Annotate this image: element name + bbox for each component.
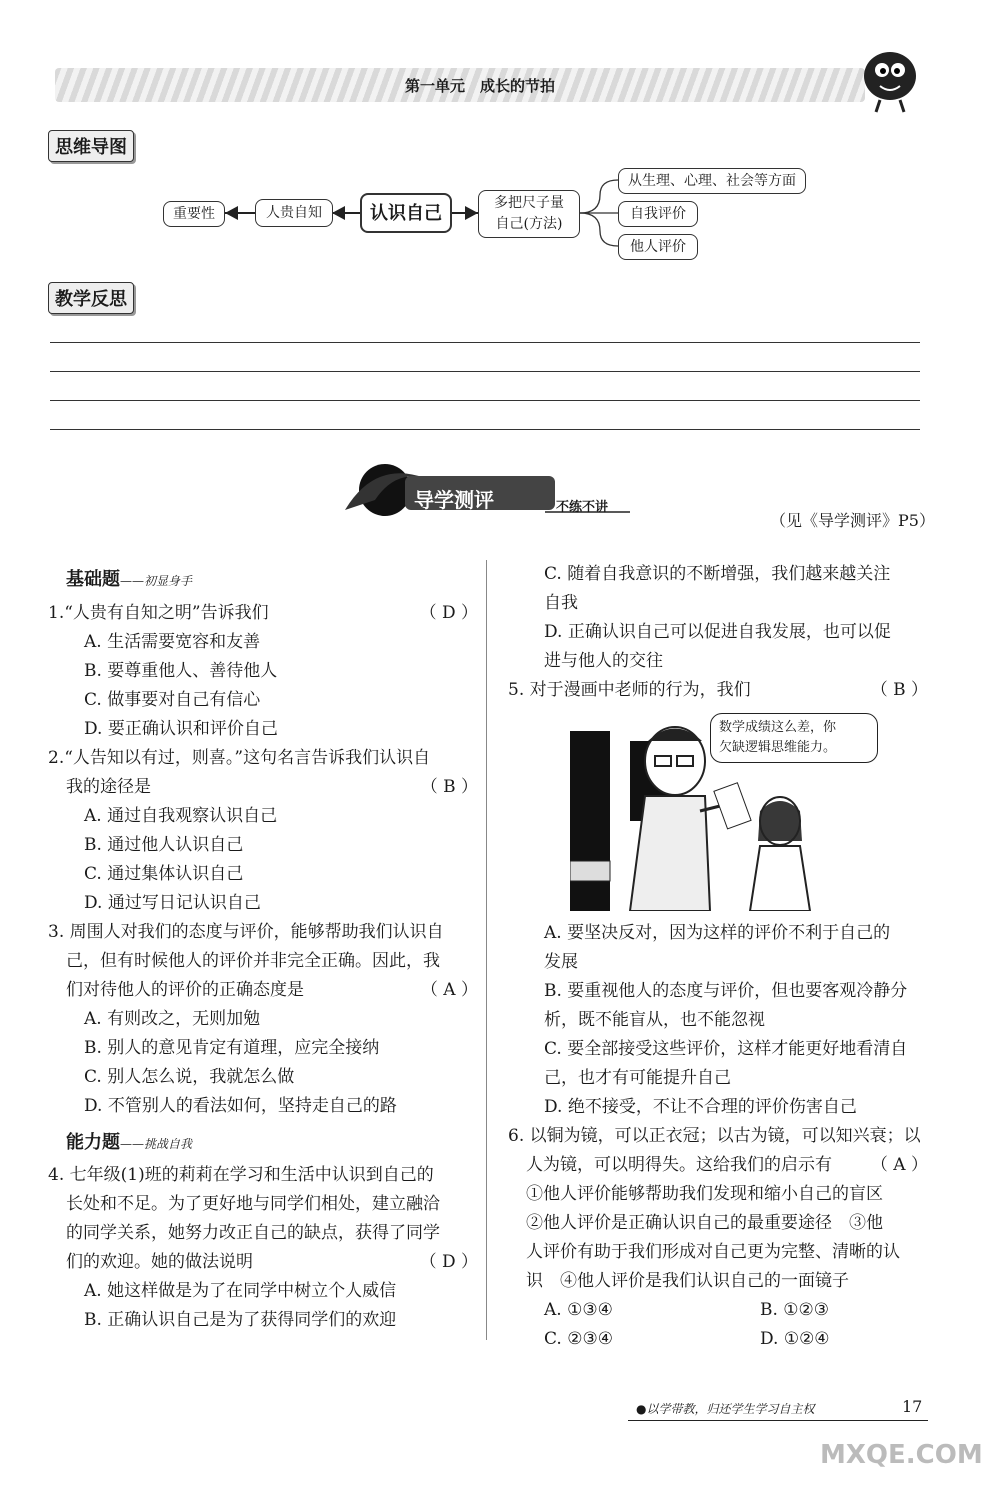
q3-option: C. 别人怎么说，我就怎么做 — [84, 1067, 295, 1087]
q6-statement: ①他人评价能够帮助我们发现和缩小自己的盲区 — [526, 1184, 883, 1204]
q6-stem-line1: 6. 以铜为镜，可以正衣冠；以古为镜，可以知兴衰；以 — [508, 1126, 921, 1146]
node-importance: 重要性 — [163, 201, 225, 227]
q6-statement: ②他人评价是正确认识自己的最重要途径 ③他 — [526, 1213, 883, 1233]
q4-stem-line3: 的同学关系，她努力改正自己的缺点，获得了同学 — [66, 1223, 440, 1243]
q3-answer: （ A ） — [420, 980, 478, 1000]
node-know-yourself: 认识自己 — [360, 193, 452, 233]
q3-option: B. 别人的意见肯定有道理，应完全接纳 — [84, 1038, 380, 1058]
question-2 — [48, 773, 478, 802]
q6-option: C. ②③④ — [544, 1329, 613, 1349]
q5-option-cont: 己，也才有可能提升自己 — [544, 1068, 731, 1088]
q1-option: D. 要正确认识和评价自己 — [84, 719, 278, 739]
q6-option: B. ①②③ — [760, 1300, 830, 1320]
q2-option: D. 通过写日记认识自己 — [84, 893, 261, 913]
cartoon-illustration — [570, 711, 900, 911]
branch-self-evaluation: 自我评价 — [618, 201, 698, 227]
q4-option: A. 她这样做是为了在同学中树立个人威信 — [84, 1281, 397, 1301]
q4-answer: （ D ） — [419, 1252, 478, 1272]
basic-section-header — [48, 565, 478, 599]
banner-reference: （见《导学测评》P5） — [770, 511, 935, 530]
left-column — [48, 565, 478, 1335]
q4-option: C. 随着自我意识的不断增强，我们越来越关注 — [544, 564, 891, 584]
question-3 — [48, 976, 478, 1005]
q1-option: C. 做事要对自己有信心 — [84, 690, 261, 710]
q6-option: D. ①②④ — [760, 1329, 830, 1349]
q4-option-cont: 自我 — [544, 593, 578, 613]
q6-statement: 人评价有助于我们形成对自己更为完整、清晰的认 — [526, 1242, 900, 1262]
q5-option-cont: 析，既不能盲从，也不能忽视 — [544, 1010, 765, 1030]
branch-aspects: 从生理、心理、社会等方面 — [618, 168, 806, 194]
q6-statement: 识 ④他人评价是我们认识自己的一面镜子 — [526, 1271, 849, 1291]
q2-stem-line2: 我的途径是 — [66, 777, 151, 797]
mascot-icon — [850, 42, 930, 114]
q1-option: B. 要尊重他人、善待他人 — [84, 661, 278, 681]
q5-option-cont: 发展 — [544, 952, 578, 972]
footer-rule — [628, 1420, 928, 1421]
watermark: MXQE.COM — [820, 1440, 983, 1470]
q5-option: D. 绝不接受，不让不合理的评价伤害自己 — [544, 1097, 857, 1117]
header-title: 第一单元 成长的节拍 — [404, 77, 555, 95]
q1-option: A. 生活需要宽容和友善 — [84, 632, 261, 652]
q5-option: A. 要坚决反对，因为这样的评价不利于自己的 — [544, 923, 891, 943]
ability-subtitle: ——挑战自我 — [120, 1137, 193, 1151]
node-methods: 多把尺子量 自己(方法) — [478, 190, 580, 238]
column-divider — [486, 560, 487, 1340]
q5-answer: （ B ） — [870, 680, 928, 700]
question-4 — [48, 1248, 478, 1277]
q2-answer: （ B ） — [420, 777, 478, 797]
basic-title: 基础题 — [66, 569, 120, 590]
q2-option: B. 通过他人认识自己 — [84, 835, 244, 855]
q3-option: A. 有则改之，无则加勉 — [84, 1009, 261, 1029]
question-1 — [48, 599, 478, 628]
q5-stem: 5. 对于漫画中老师的行为，我们 — [508, 680, 751, 700]
q6-option: A. ①③④ — [544, 1300, 613, 1320]
q4-option: B. 正确认识自己是为了获得同学们的欢迎 — [84, 1310, 397, 1330]
q4-stem-line4: 们的欢迎。她的做法说明 — [66, 1252, 253, 1272]
banner-subtitle: 不练不讲 — [556, 500, 609, 515]
q4-option-cont: 进与他人的交往 — [544, 651, 663, 671]
reflection-label: 教学反思 — [48, 282, 134, 314]
question-5 — [508, 676, 928, 705]
q1-stem: 1.“人贵有自知之明”告诉我们 — [48, 603, 269, 623]
reflection-line — [50, 429, 920, 430]
mind-map-label: 思维导图 — [48, 130, 134, 162]
q3-stem-line1: 3. 周围人对我们的态度与评价，能够帮助我们认识自 — [48, 922, 444, 942]
q2-stem-line1: 2.“人告知以有过，则喜。”这句名言告诉我们认识自 — [48, 748, 431, 768]
q5-option: B. 要重视他人的态度与评价，但也要客观冷静分 — [544, 981, 908, 1001]
node-self-knowledge: 人贵自知 — [255, 199, 333, 227]
q6-stem-line2: 人为镜，可以明得失。这给我们的启示有 — [526, 1155, 832, 1175]
reflection-line — [50, 342, 920, 343]
q1-answer: （ D ） — [419, 603, 478, 623]
q2-option: C. 通过集体认识自己 — [84, 864, 244, 884]
right-column — [508, 560, 928, 1354]
q3-stem-line2: 己，但有时候他人的评价并非完全正确。因此，我 — [66, 951, 440, 971]
q3-stem-line3: 们对待他人的评价的正确态度是 — [66, 980, 304, 1000]
question-6 — [508, 1151, 928, 1180]
page-number: 17 — [902, 1397, 923, 1416]
q3-option: D. 不管别人的看法如何，坚持走自己的路 — [84, 1096, 397, 1116]
basic-subtitle: ——初显身手 — [120, 574, 193, 588]
q4-stem-line1: 4. 七年级(1)班的莉莉在学习和生活中认识到自己的 — [48, 1165, 434, 1185]
q4-stem-line2: 长处和不足。为了更好地与同学们相处，建立融洽 — [66, 1194, 440, 1214]
q6-options-row — [508, 1325, 928, 1354]
ability-section-header — [48, 1125, 478, 1161]
q6-options-row — [508, 1296, 928, 1325]
banner-title: 导学测评 — [414, 488, 494, 512]
q2-option: A. 通过自我观察认识自己 — [84, 806, 278, 826]
branch-others-evaluation: 他人评价 — [618, 234, 698, 260]
reflection-line — [50, 371, 920, 372]
q4-option: D. 正确认识自己可以促进自我发展，也可以促 — [544, 622, 891, 642]
footer-slogan: ●以学带教，归还学生学习自主权 — [636, 1402, 815, 1416]
q6-answer: （ A ） — [870, 1155, 928, 1175]
speech-bubble: 数学成绩这么差，你 欠缺逻辑思维能力。 — [710, 713, 878, 763]
q5-option: C. 要全部接受这些评价，这样才能更好地看清自 — [544, 1039, 908, 1059]
reflection-line — [50, 400, 920, 401]
ability-title: 能力题 — [66, 1132, 120, 1153]
